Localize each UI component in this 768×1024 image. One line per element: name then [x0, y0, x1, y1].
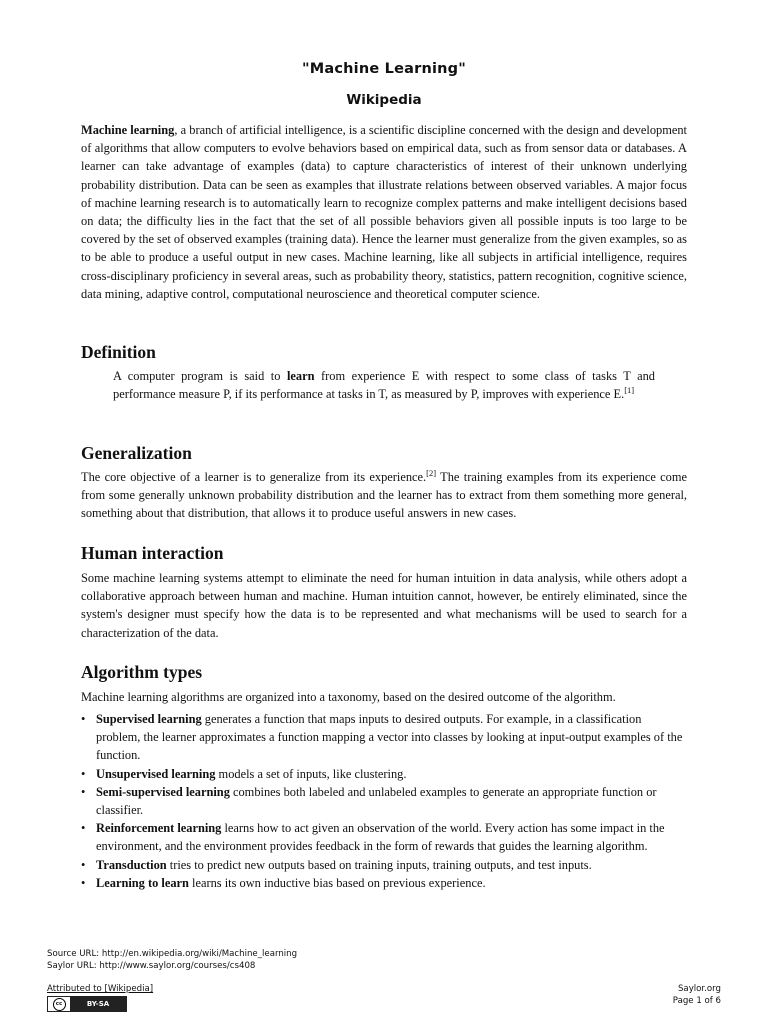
human-interaction-text: Some machine learning systems attempt to eliminate the need for human intuition in data analysis, while others adopt a collaborative approach between human and machine. Human intuition cannot, however, be entirely eliminated, since the system's designer must specify how the data is to be represented and what mechanisms will be used to search for a characterization of the data. [81, 571, 687, 640]
definition-ref[interactable]: [1] [624, 385, 635, 396]
intro-paragraph [81, 121, 687, 303]
list-item [81, 765, 687, 783]
bullet: • [81, 766, 86, 781]
list-item-text: learns how to act given an observation of the world. Every action has some impact in the environment, and the environment provides feedback in the form of rewards that guides the learning algorithm. [96, 821, 665, 854]
definition-bold: learn [286, 369, 315, 383]
footer-urls [47, 949, 297, 972]
heading-definition: Definition [81, 342, 156, 362]
generalization-ref[interactable]: [2] [426, 468, 437, 478]
list-item-text: generates a function that maps inputs to desired outputs. For example, in a classification problem, the learner approximates a function mapping a vector into classes by looking at input-output examples of the function. [96, 712, 683, 763]
list-item-text: models a set of inputs, like clustering. [215, 766, 407, 781]
bullet: • [81, 712, 86, 726]
list-item-term: Supervised learning [96, 712, 202, 726]
cc-icon [48, 997, 70, 1011]
algorithm-types-intro-text: Machine learning algorithms are organized into a taxonomy, based on the desired outcome of the algorithm. [81, 690, 616, 704]
intro-text: , a branch of artificial intelligence, is a scientific discipline concerned with the design and development of algorithms that allow computers to evolve behaviors based on empirical data, such as from sensor data or databases. A learner can take advantage of examples (data) to capture characteristics of interest of their unknown underlying probability distribution. Data can be seen as examples that illustrate relations between observed variables. A major focus of machine learning research is to automatically learn to recognize complex patterns and make intelligent decisions based on data; the difficulty lies in the fact that the set of all possible behaviors given all possible inputs is too large to be covered by the set of observed examples (training data). Hence the learner must generalize from the given examples, so as to be able to produce a useful output in new cases. Machine learning, like all subjects in artificial intelligence, requires cross-disciplinary proficiency in several areas, such as probability theory, statistics, pattern recognition, cognitive science, data mining, adaptive control, computational neuroscience and theoretical computer science. [81, 123, 687, 301]
list-item [81, 819, 687, 855]
attribution-link[interactable]: Attributed to [Wikipedia] [47, 984, 154, 994]
generalization-part2: The training examples from its experience come from some generally unknown probability distribution and the learner has to extract from them something more general, something about that distribution, that allows it to produce useful answers in new cases. [81, 470, 687, 521]
source-url[interactable]: Source URL: http://en.wikipedia.org/wiki/Machine_learning [47, 949, 298, 959]
heading-human-interaction: Human interaction [81, 543, 224, 563]
list-item [81, 783, 687, 819]
generalization-part1: The core objective of a learner is to generalize from its experience. [81, 470, 427, 484]
definition-quote [113, 367, 655, 403]
document-source: Wikipedia [346, 92, 422, 108]
license-label: BY-SA [70, 997, 126, 1011]
bullet: • [81, 821, 86, 836]
definition-part1: A computer program is said to [113, 369, 287, 383]
definition-part2: from experience E with respect to some class of tasks T and performance measure P, if its performance at tasks in T, as measured by P, improves with experience E. [113, 369, 655, 402]
list-item-text: learns its own inductive bias based on previous experience. [188, 875, 486, 890]
list-item-term: Learning to learn [96, 875, 189, 890]
list-item-text: combines both labeled and unlabeled examples to generate an appropriate function or classifier. [96, 784, 657, 818]
list-item [81, 856, 687, 874]
cc-license-badge[interactable] [47, 996, 127, 1012]
heading-generalization: Generalization [81, 443, 192, 463]
list-item-term: Semi-supervised learning [96, 784, 230, 799]
bullet: • [81, 784, 86, 799]
list-item [81, 874, 687, 892]
saylor-url[interactable]: Saylor URL: http://www.saylor.org/courses/cs408 [47, 960, 256, 971]
generalization-paragraph [81, 468, 687, 523]
list-item-text: tries to predict new outputs based on training inputs, training outputs, and test inputs. [166, 857, 592, 872]
publisher: Saylor.org [677, 984, 721, 994]
list-item-term: Reinforcement learning [96, 821, 222, 836]
list-item [81, 710, 687, 765]
footer-page-info [673, 984, 721, 1007]
bullet: • [81, 857, 86, 872]
list-item-term: Transduction [96, 857, 167, 872]
algorithm-types-list [81, 710, 687, 892]
page-number: Page 1 of 6 [672, 995, 721, 1006]
intro-term: Machine learning [81, 123, 175, 137]
heading-algorithm-types: Algorithm types [81, 662, 203, 682]
cc-circle: cc [53, 998, 66, 1011]
human-interaction-paragraph [81, 569, 687, 642]
bullet: • [81, 875, 86, 890]
algorithm-types-intro [81, 688, 687, 706]
list-item-term: Unsupervised learning [96, 766, 216, 781]
document-title: "Machine Learning" [301, 61, 467, 77]
